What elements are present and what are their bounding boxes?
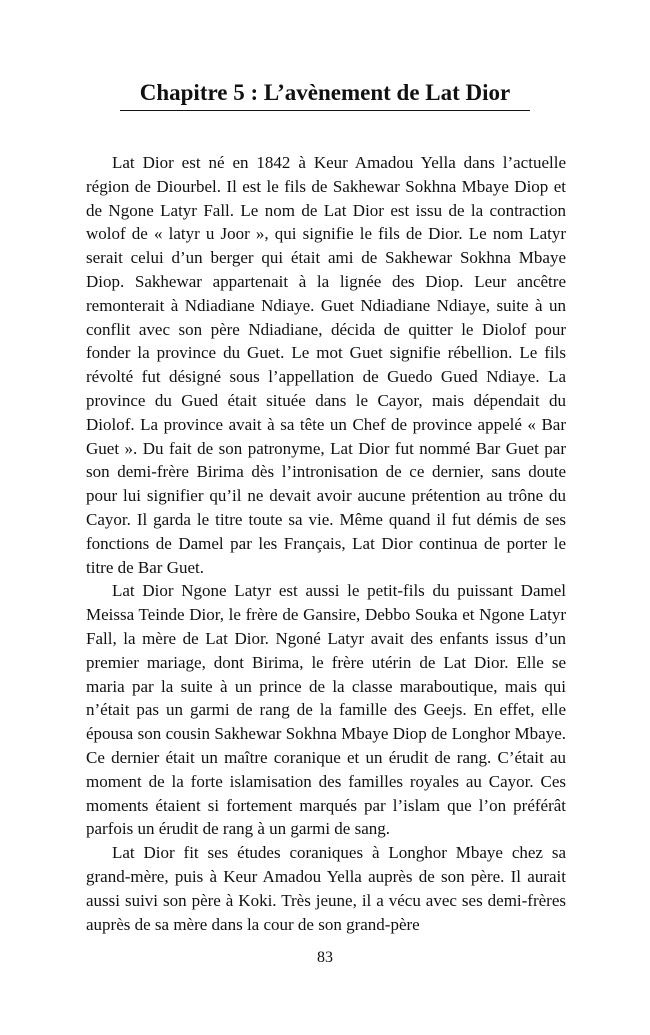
- page-number: 83: [317, 949, 333, 966]
- paragraph-3: Lat Dior fit ses études coraniques à Longhor Mbaye chez sa grand-mère, puis à Keur Amadou Yella auprès de son père. Il aurait aussi suivi son père à Koki. Très jeune, il a vécu avec ses demi-frères auprès de sa mère dans la cour de son grand-père: [86, 843, 566, 934]
- paragraph-2: Lat Dior Ngone Latyr est aussi le petit-fils du puissant Damel Meissa Teinde Dior, le frère de Gansire, Debbo Souka et Ngone Latyr Fall, la mère de Lat Dior. Ngoné Latyr avait des enfants issus d’un premier mariage, dont Birima, le frère utérin de Lat Dior. Elle se maria par la suite à un prince de la classe maraboutique, mais qui n’était pas un garmi de rang de la famille des Geejs. En effet, elle épousa son cousin Sakhewar Sokhna Mbaye Diop de Longhor Mbaye. Ce dernier était un maître coranique et un érudit de rang. C’était au moment de la forte islamisation des familles royales au Cayor. Ces moments étaient si fortement marqués par l’islam que l’on préférât parfois un érudit de rang à un garmi de sang.: [86, 581, 566, 839]
- title-underline: [120, 110, 530, 111]
- body-text: [86, 151, 566, 936]
- page-title: Chapitre 5 : L’avènement de Lat Dior: [139, 80, 511, 105]
- paragraph-1: Lat Dior est né en 1842 à Keur Amadou Yella dans l’actuelle région de Diourbel. Il est le fils de Sakhewar Sokhna Mbaye Diop et de Ngone Latyr Fall. Le nom de Lat Dior est issu de la contraction wolof de « latyr u Joor », qui signifie le fils de Dior. Le nom Latyr serait celui d’un berger qui était ami de Sakhewar Sokhna Mbaye Diop. Sakhewar appartenait à la lignée des Diop. Leur ancêtre remonterait à Ndiadiane Ndiaye. Guet Ndiadiane Ndiaye, suite à un conflit avec son père Ndiadiane, décida de quitter le Diolof pour fonder la province du Guet. Le mot Guet signifie rébellion. Le fils révolté fut désigné sous l’appellation de Guedo Gued Ndiaye. La province du Gued était située dans le Cayor, mais dépendait du Diolof. La province avait à sa tête un Chef de province appelé « Bar Guet ». Du fait de son patronyme, Lat Dior fut nommé Bar Guet par son demi-frère Birima dès l’intronisation de ce dernier, sans doute pour lui signifier qu’il ne devait avoir aucune prétention au trône du Cayor. Il garda le titre toute sa vie. Même quand il fut démis de ses fonctions de Damel par les Français, Lat Dior continua de porter le titre de Bar Guet.: [86, 153, 566, 577]
